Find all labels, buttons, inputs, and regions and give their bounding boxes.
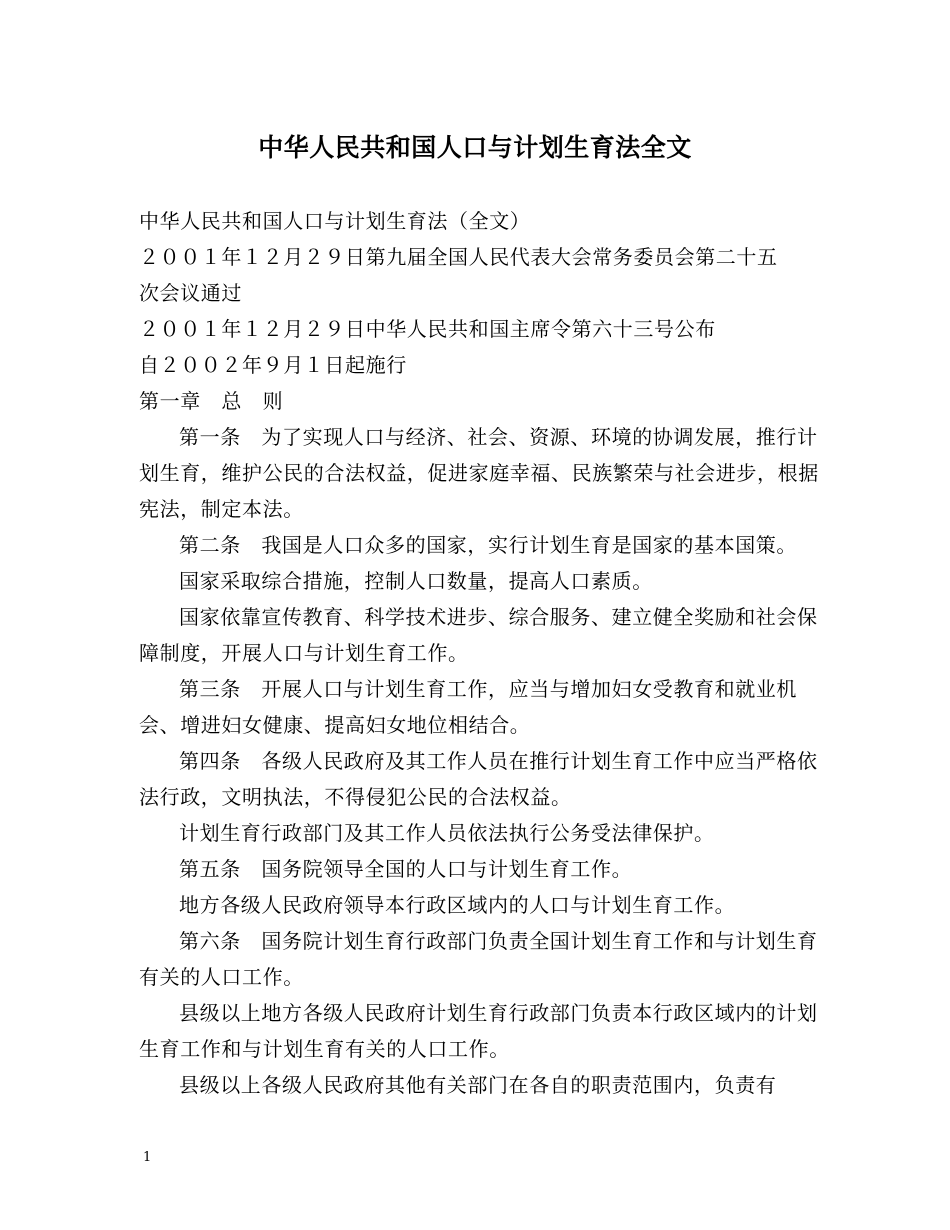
adoption-line: ２００１年１２月２９日第九届全国人民代表大会常务委员会第二十五: [139, 245, 778, 269]
article-5-paragraph-2: 地方各级人民政府领导本行政区域内的人口与计划生育工作。: [179, 893, 736, 917]
article-6-paragraph-3: 县级以上各级人民政府其他有关部门在各自的职责范围内，负责有: [179, 1073, 777, 1097]
article-1: 第一条 为了实现人口与经济、社会、资源、环境的协调发展，推行计划生育，维护公民的合法权益，促进家庭幸福、民族繁荣与社会进步，根据宪法，制定本法。: [139, 425, 819, 521]
article-2-paragraph-3: 国家依靠宣传教育、科学技术进步、综合服务、建立健全奖励和社会保障制度，开展人口与计划生育工作。: [139, 605, 818, 665]
chapter-heading: 第一章 总 则: [139, 389, 284, 413]
article-2-paragraph-2: 国家采取综合措施，控制人口数量，提高人口素质。: [179, 569, 653, 593]
promulgation-line: ２００１年１２月２９日中华人民共和国主席令第六十三号公布: [139, 317, 716, 341]
article-6: 第六条 国务院计划生育行政部门负责全国计划生育工作和与计划生育有关的人口工作。: [139, 929, 818, 989]
article-6-paragraph-2: 县级以上地方各级人民政府计划生育行政部门负责本行政区域内的计划生育工作和与计划生育有关的人口工作。: [139, 1001, 818, 1061]
effective-date-line: 自２００２年９月１日起施行: [139, 353, 407, 377]
page-number: 1: [143, 1150, 152, 1165]
document-body: [139, 203, 819, 1103]
document-title: 中华人民共和国人口与计划生育法全文: [258, 133, 692, 162]
article-4-paragraph-2: 计划生育行政部门及其工作人员依法执行公务受法律保护。: [179, 821, 715, 845]
law-name-line: 中华人民共和国人口与计划生育法（全文）: [139, 209, 531, 233]
article-2: 第二条 我国是人口众多的国家，实行计划生育是国家的基本国策。: [179, 533, 797, 557]
article-3: 第三条 开展人口与计划生育工作，应当与增加妇女受教育和就业机会、增进妇女健康、提高妇女地位相结合。: [139, 677, 797, 737]
article-4: 第四条 各级人民政府及其工作人员在推行计划生育工作中应当严格依法行政，文明执法，不得侵犯公民的合法权益。: [139, 749, 818, 809]
article-5: 第五条 国务院领导全国的人口与计划生育工作。: [179, 857, 633, 881]
adoption-line-continued: 次会议通过: [139, 281, 242, 305]
